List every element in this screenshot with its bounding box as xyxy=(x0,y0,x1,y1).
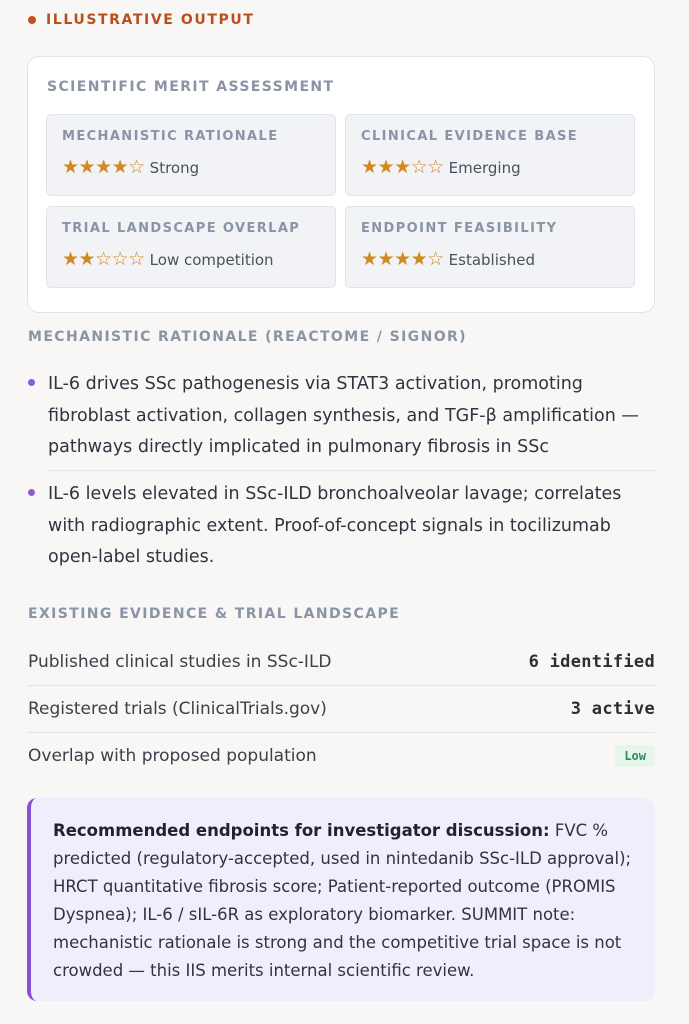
illustrative-output-text: ILLUSTRATIVE OUTPUT xyxy=(46,12,255,28)
bullet-text: IL-6 levels elevated in SSc-ILD bronchoalveolar lavage; correlates with radiographic extent. Proof-of-concept signals in tocilizumab open-label studies. xyxy=(48,484,622,567)
star-rating-icon: ★★★☆☆ xyxy=(361,156,444,178)
bullet-dot-icon xyxy=(28,379,35,386)
recommendation-callout xyxy=(27,798,655,1001)
star-rating-icon: ★★☆☆☆ xyxy=(62,248,145,270)
merit-card-title: SCIENTIFIC MERIT ASSESSMENT xyxy=(47,79,335,95)
scientific-merit-card xyxy=(27,56,655,313)
status-badge: Low xyxy=(615,745,655,767)
status-dot-icon xyxy=(28,16,36,24)
bullet-dot-icon xyxy=(28,489,35,496)
evidence-row-registered-trials xyxy=(28,686,655,732)
star-rating-icon: ★★★★☆ xyxy=(62,156,145,178)
list-item xyxy=(28,369,656,464)
tile-trial-landscape-overlap xyxy=(46,206,336,288)
star-rating-icon: ★★★★☆ xyxy=(361,248,444,270)
tile-rating xyxy=(62,250,274,269)
rating-text: Emerging xyxy=(448,158,521,177)
list-item xyxy=(28,479,656,574)
illustrative-output-label xyxy=(28,12,255,28)
rating-text: Established xyxy=(448,250,535,269)
evidence-row-value: 6 identified xyxy=(528,652,655,672)
evidence-row-published-studies xyxy=(28,639,655,685)
tile-label: TRIAL LANDSCAPE OVERLAP xyxy=(62,221,301,236)
evidence-row-label: Overlap with proposed population xyxy=(28,746,317,766)
tile-rating xyxy=(62,158,199,177)
recommendation-heading: Recommended endpoints for investigator discussion: xyxy=(53,821,550,840)
tile-label: CLINICAL EVIDENCE BASE xyxy=(361,129,579,144)
evidence-landscape-heading: EXISTING EVIDENCE & TRIAL LANDSCAPE xyxy=(28,606,401,622)
recommendation-body: FVC % predicted (regulatory-accepted, used in nintedanib SSc-ILD approval); HRCT quantitative fibrosis score; Patient-reported outcome (PROMIS Dyspnea); IL-6 / sIL-6R as exploratory biomarker. SUMMIT note: mechanistic rationale is strong and the competitive trial space is not crowded — this IIS merits internal scientific review. xyxy=(53,821,632,980)
rating-text: Strong xyxy=(149,158,200,177)
bullet-divider xyxy=(48,470,655,471)
tile-clinical-evidence-base xyxy=(345,114,635,196)
tile-label: ENDPOINT FEASIBILITY xyxy=(361,221,558,236)
evidence-row-label: Published clinical studies in SSc-ILD xyxy=(28,652,332,672)
evidence-row-value: 3 active xyxy=(570,699,655,719)
tile-label: MECHANISTIC RATIONALE xyxy=(62,129,279,144)
evidence-row-overlap xyxy=(28,733,655,779)
recommendation-text xyxy=(53,817,643,985)
tile-rating xyxy=(361,250,535,269)
tile-endpoint-feasibility xyxy=(345,206,635,288)
tile-rating xyxy=(361,158,521,177)
mechanistic-rationale-heading: MECHANISTIC RATIONALE (REACTOME / SIGNOR) xyxy=(28,329,467,345)
bullet-text: IL-6 drives SSc pathogenesis via STAT3 activation, promoting fibroblast activation, collagen synthesis, and TGF-β amplification — pathways directly implicated in pulmonary fibrosis in SSc xyxy=(48,374,639,457)
rating-text: Low competition xyxy=(149,250,274,269)
evidence-row-label: Registered trials (ClinicalTrials.gov) xyxy=(28,699,327,719)
tile-mechanistic-rationale xyxy=(46,114,336,196)
